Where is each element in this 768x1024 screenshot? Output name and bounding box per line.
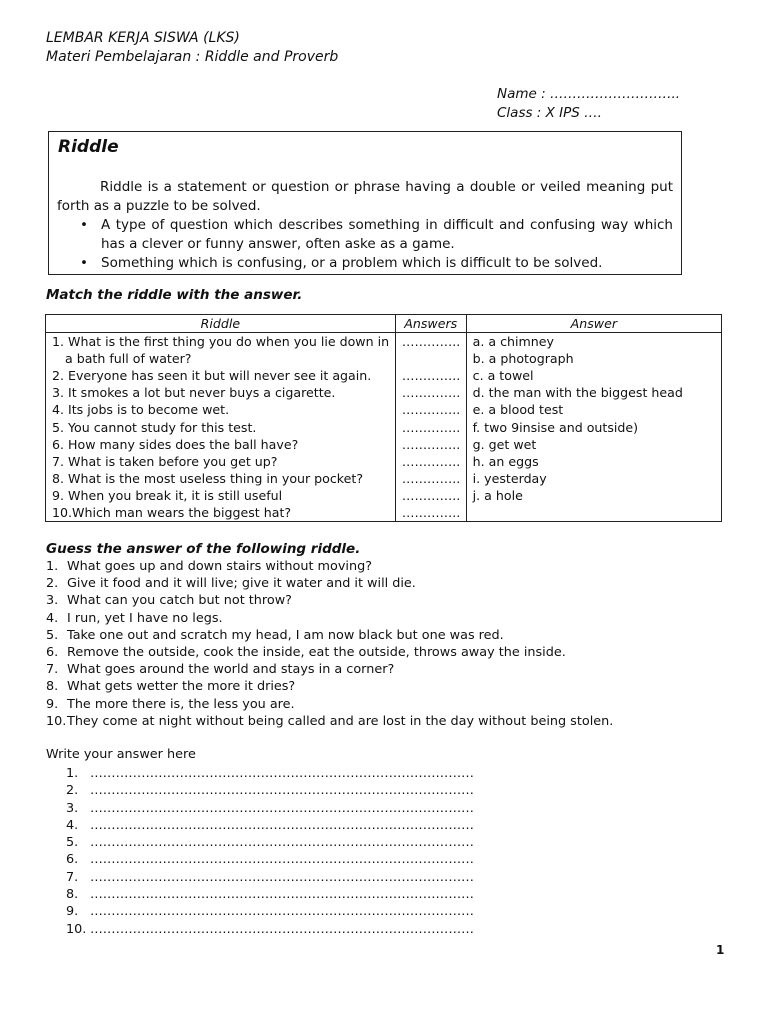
riddle-cell: 10.Which man wears the biggest hat? <box>46 504 396 522</box>
answer-line[interactable]: 4. ……………………………………………………………………………… <box>66 817 474 833</box>
riddle-cell: 3. It smokes a lot but never buys a cigarette. <box>46 384 396 401</box>
riddle-bullet-item: • A type of question which describes something in difficult and confusing way which has a clever or funny answer, often aske as a game. <box>80 217 673 252</box>
class-field: Class : X IPS …. <box>497 105 602 121</box>
table-row <box>46 367 722 384</box>
guess-heading: Guess the answer of the following riddle. <box>46 541 361 557</box>
answer-blank[interactable]: ………….. <box>395 367 466 384</box>
answer-line[interactable]: 8. ……………………………………………………………………………… <box>66 887 474 903</box>
bullet-icon: • <box>80 217 88 233</box>
answer-option: g. get wet <box>466 436 721 453</box>
riddle-cell: 4. Its jobs is to become wet. <box>46 401 396 418</box>
column-header-answers: Answers <box>395 315 466 333</box>
table-row <box>46 333 722 368</box>
match-table <box>45 314 722 522</box>
answer-line[interactable]: 3. ……………………………………………………………………………… <box>66 800 474 816</box>
answer-line[interactable]: 6. ……………………………………………………………………………… <box>66 852 474 868</box>
table-row <box>46 419 722 436</box>
list-item: 4. I run, yet I have no legs. <box>46 610 223 626</box>
answer-blank[interactable]: ………….. <box>395 487 466 504</box>
column-header-answer: Answer <box>466 315 721 333</box>
column-header-riddle: Riddle <box>46 315 396 333</box>
answer-line[interactable]: 10. ……………………………………………………………………………… <box>66 921 474 937</box>
table-row <box>46 384 722 401</box>
list-item: 5. Take one out and scratch my head, I am now black but one was red. <box>46 627 504 643</box>
bullet-icon: • <box>80 255 88 271</box>
list-item: 6. Remove the outside, cook the inside, eat the outside, throws away the inside. <box>46 645 566 661</box>
answer-lines-list <box>66 765 474 938</box>
table-row <box>46 470 722 487</box>
riddle-cell: 5. You cannot study for this test. <box>46 419 396 436</box>
answer-option: a. a chimney b. a photograph <box>466 333 721 368</box>
answer-line[interactable]: 7. ……………………………………………………………………………… <box>66 869 474 885</box>
answer-blank[interactable]: ………….. <box>395 470 466 487</box>
answer-blank[interactable]: ………….. <box>395 384 466 401</box>
riddle-cell: 7. What is taken before you get up? <box>46 453 396 470</box>
riddle-cell: 6. How many sides does the ball have? <box>46 436 396 453</box>
answer-option: h. an eggs <box>466 453 721 470</box>
list-item: 10. They come at night without being called and are lost in the day without being stolen. <box>46 713 614 729</box>
riddle-definition: Riddle is a statement or question or phrase having a double or veiled meaning put forth as a puzzle to be solved. <box>57 179 673 214</box>
list-item: 7. What goes around the world and stays in a corner? <box>46 662 395 678</box>
worksheet-subject: Materi Pembelajaran : Riddle and Proverb <box>46 49 339 65</box>
table-row <box>46 487 722 504</box>
answer-blank[interactable]: ………….. <box>395 401 466 418</box>
answer-option: c. a towel <box>466 367 721 384</box>
answer-heading: Write your answer here <box>46 747 196 762</box>
answer-blank[interactable]: ………….. <box>395 453 466 470</box>
riddle-cell: 9. When you break it, it is still useful <box>46 487 396 504</box>
riddle-bullet-item: • Something which is confusing, or a problem which is difficult to be solved. <box>80 255 603 271</box>
list-item: 9. The more there is, the less you are. <box>46 696 295 712</box>
table-row <box>46 401 722 418</box>
riddle-cell: 8. What is the most useless thing in your pocket? <box>46 470 396 487</box>
match-heading: Match the riddle with the answer. <box>46 287 303 303</box>
answer-line[interactable]: 1. ……………………………………………………………………………… <box>66 766 474 781</box>
riddle-definition-box <box>48 131 682 275</box>
riddle-box-title: Riddle <box>58 137 119 157</box>
riddle-cell: 1. What is the first thing you do when you lie down in a bath full of water? <box>46 333 396 368</box>
table-header-row <box>46 315 722 333</box>
table-row <box>46 436 722 453</box>
riddle-cell: 2. Everyone has seen it but will never see it again. <box>46 367 396 384</box>
answer-option: d. the man with the biggest head <box>466 384 721 401</box>
table-row <box>46 453 722 470</box>
list-item: 2. Give it food and it will live; give it water and it will die. <box>46 576 416 592</box>
answer-line[interactable]: 5. ……………………………………………………………………………… <box>66 835 474 851</box>
answer-line[interactable]: 9. ……………………………………………………………………………… <box>66 904 474 920</box>
worksheet-title: LEMBAR KERJA SISWA (LKS) <box>46 30 240 46</box>
list-item: 1. What goes up and down stairs without moving? <box>46 559 372 574</box>
answer-blank[interactable]: ………….. <box>395 419 466 436</box>
guess-riddle-list <box>46 558 613 730</box>
table-row <box>46 504 722 522</box>
list-item: 3. What can you catch but not throw? <box>46 593 292 609</box>
page-number: 1 <box>716 943 725 957</box>
name-field: Name : ……………………….. <box>497 86 681 102</box>
list-item: 8. What gets wetter the more it dries? <box>46 679 296 695</box>
answer-blank[interactable]: ………….. <box>395 333 466 368</box>
answer-blank[interactable]: ………….. <box>395 436 466 453</box>
answer-option: e. a blood test <box>466 401 721 418</box>
answer-line[interactable]: 2. ……………………………………………………………………………… <box>66 783 474 799</box>
answer-option <box>466 504 721 522</box>
answer-blank[interactable]: ………….. <box>395 504 466 522</box>
answer-option: i. yesterday <box>466 470 721 487</box>
answer-option: f. two 9insise and outside) <box>466 419 721 436</box>
answer-option: j. a hole <box>466 487 721 504</box>
